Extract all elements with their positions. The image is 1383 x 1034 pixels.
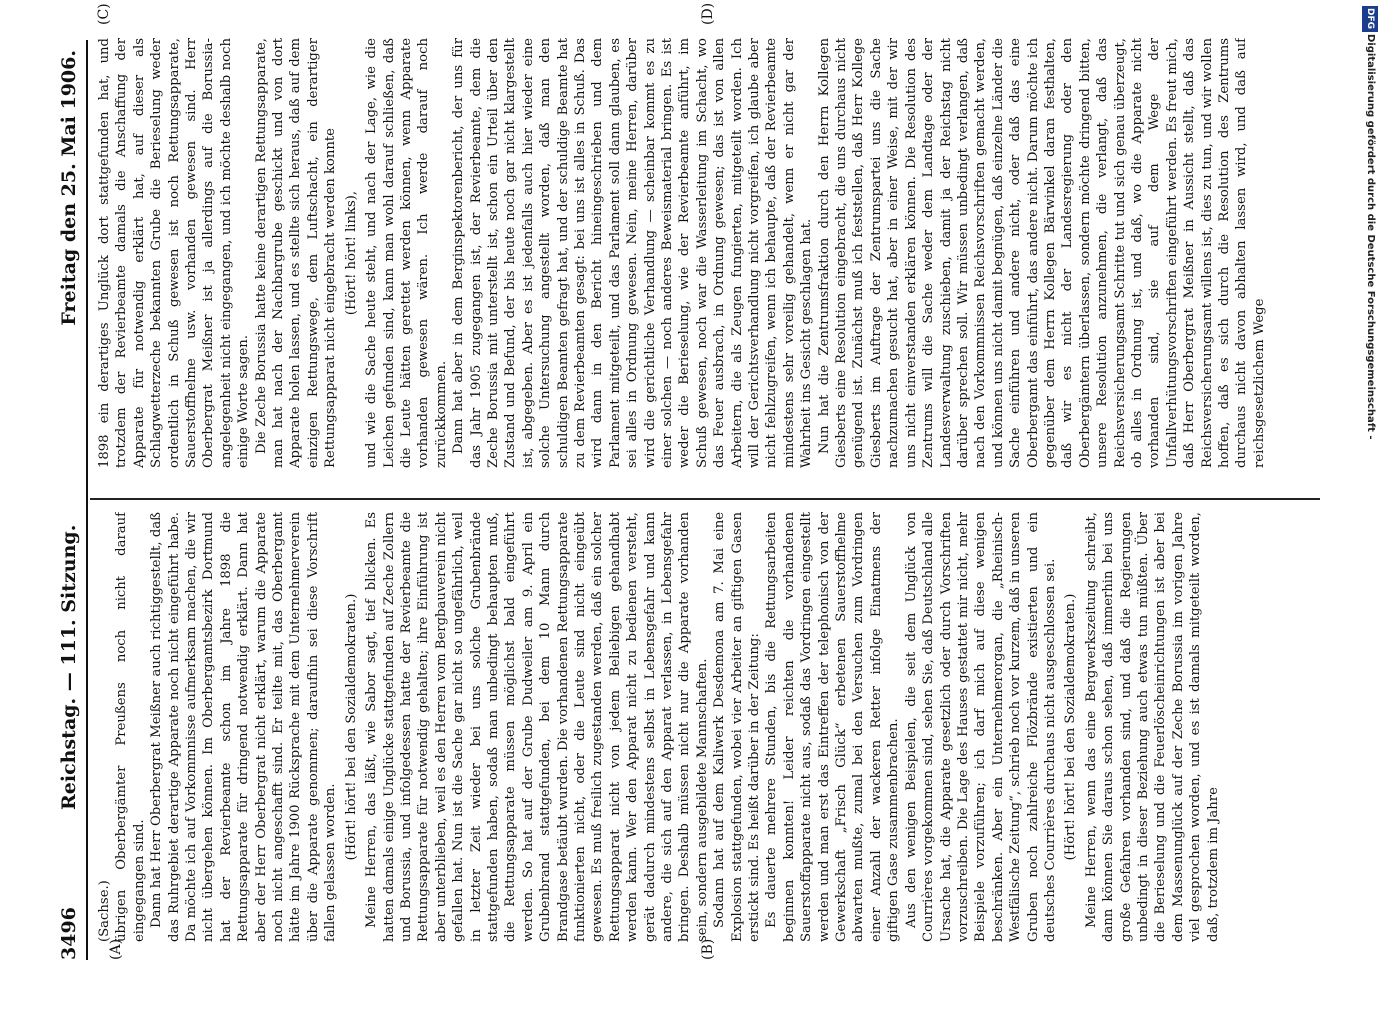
- interjection: (Hört! hört! links),: [343, 190, 359, 316]
- interjection: (Hört! hört! bei den Sozialdemokraten.): [343, 593, 359, 861]
- margin-marker-b: (B): [700, 938, 716, 960]
- session-date: Freitag den 25. Mai 1906.: [58, 50, 80, 326]
- margin-marker-c: (C): [96, 3, 112, 25]
- left-column: [96, 512, 1321, 942]
- paragraph: Die Zeche Borussia hatte keine derartigen Rettungsapparate, man hat nach der Nachbargrube geschickt und von dort Apparate holen lassen, und es stellte sich heraus, daß auf dem einzigen Rettungswege, dem Luftschacht, ein derartiger Rettungsapparat nicht eingebracht werden konnte: [253, 38, 339, 468]
- page-header: [56, 40, 88, 960]
- paragraph: Meine Herren, das läßt, wie Sabor sagt, tief blicken. Es hatten damals einige Unglücke stattgefunden auf Zeche Zollern und Borussia, und infolgedessen hatte der Revierbeamte die Rettungsapparate für notwendig gehalten; ihre Einführung ist aber unterblieben, weil es den Herren vom Bergbauverein nicht gefallen hat. Nun ist die Sache gar nicht so ungefährlich, weil in letzter Zeit wieder bei uns solche Grubenbrände stattgefunden haben, sodaß man unbedingt behaupten muß, die Rettungsapparate müssen möglichst bald eingeführt werden. So hat auf der Grube Dudweiler am 9. April ein Grubenbrand stattgefunden, bei dem 10 Mann durch Brandgase betäubt wurden. Die vorhandenen Rettungsapparate funktionierten nicht, oder die Leute sind nicht eingeübt gewesen. Es muß freilich zugestanden werden, daß ein solcher Rettungsapparat nicht von jedem Beliebigen gehandhabt werden kann. Wer den Apparat nicht zu bedienen versteht, gerät dadurch mindestens selbst in Lebensgefahr und kann andere, die sich auf den Apparat verlassen, in Lebensgefahr bringen. Deshalb müssen nicht nur die Apparate vorhanden sein, sondern ausgebildete Mannschaften.: [364, 512, 710, 942]
- paragraph: Dann hat aber in dem Berginspektorenbericht, der uns für das Jahr 1905 zugegangen ist, der Revierbeamte, dem die Zeche Borussia mit unterstellt ist, schon ein Urteil über den Zustand und Befund, der bis heute noch gar nicht klargestellt ist, abgegeben. Aber es ist jedenfalls auch hier wieder eine solche Untersuchung angestellt worden, daß man den schuldigen Beamten gefragt hat, und der schuldige Beamte hat zu dem Revierbeamten gesagt: bei uns ist alles in Schuß. Das wird dann in den Bericht hineingeschrieben und dem Parlament mitgeteilt, und das Parlament soll dann glauben, es sei alles in Ordnung gewesen. Nein, meine Herren, darüber wird die gerichtliche Verhandlung — scheinbar kommt es zu einer solchen — noch anderes Beweismaterial bringen. Es ist weder die Berieselung, wie der Revierbeamte anführt, im Schuß gewesen, noch war die Wasserleitung im Schacht, wo das Feuer ausbrach, in Ordnung gewesen; das ist von allen Arbeitern, die als Zeugen fungierten, mitgeteilt worden. Ich will der Gerichtsverhandlung nicht vorgreifen, ich glaube aber nicht fehlzugreifen, wenn ich behaupte, daß der Revierbeamte mindestens sehr voreilig gehandelt, wenn er nicht gar der Wahrheit ins Gesicht geschlagen hat.: [451, 38, 815, 468]
- paragraph: übrigen Oberbergämter Preußens noch nicht darauf eingegangen sind.: [114, 512, 147, 942]
- paragraph: Meine Herren, wenn das eine Bergwerkszeitung schreibt, dann können Sie daraus schon sehen, daß immerhin bei uns große Gefahren vorhanden sind, und daß die Regierungen unbedingt in dieser Beziehung auch etwas tun müßten. Über die Berieselung und die Feuerlöscheinrichtungen ist aber bei dem Massenunglück auf der Zeche Borussia im vorigen Jahre viel gesprochen worden, und es ist damals mitgeteilt worden, daß, trotzdem im Jahre: [1083, 512, 1221, 942]
- interjection: (Hört! hört! bei den Sozialdemokraten.): [1063, 593, 1079, 861]
- paragraph: Dann hat Herr Oberbergrat Meißner auch richtiggestellt, daß das Ruhrgebiet derartige Apparate noch nicht eingeführt habe. Da möchte ich auf Vorkommnisse aufmerksam machen, die wir nicht übergehen können. Im Oberbergamtsbezirk Dortmund hat der Revierbeamte schon im Jahre 1898 die Rettungsapparate für dringend notwendig erklärt. Dann hat aber der Herr Oberbergrat nicht erklärt, warum die Apparate noch nicht angeschafft sind. Er teilte mit, das Oberbergamt hätte im Jahre 1900 Rücksprache mit dem Unternehmerverein über die Apparate genommen; daraufhin sei diese Vorschrift fallen gelassen worden.: [149, 512, 339, 942]
- credit-strip: [1355, 0, 1383, 1000]
- column-divider: [90, 498, 1320, 500]
- paragraph: (Sachse.): [97, 880, 112, 942]
- paragraph: 1898 ein derartiges Unglück dort stattgefunden hat, und trotzdem der Revierbeamte damals die Anschaffung der Apparate für notwendig erklärt hat, auf dieser als Schlagwetterzeche bekannten Grube die Berieselung weder ordentlich in Schuß gewesen ist noch Rettungsapparate, Sauerstoffhelme usw. vorhanden gewesen sind. Herr Oberbergrat Meißner ist ja allerdings auf die Borussia-angelegenheit nicht eingegangen, und ich möchte deshalb noch einige Worte sagen.: [97, 38, 252, 468]
- margin-marker-d: (D): [700, 2, 716, 25]
- paragraph: Aus den wenigen Beispielen, die seit dem Unglück von Courrières vorgekommen sind, sehen Sie, daß Deutschland alle Ursache hat, die Apparate gesetzlich oder durch Vorschriften vorzuschreiben. Die Lage des Hauses gestattet mir nicht, mehr Beispiele vorzuführen; ich darf mich auf diese wenigen beschränken. Aber ein Unternehmerorgan, die „Rheinisch-Westfälische Zeitung“, schrieb noch vor kurzem, daß in unseren Gruben noch zahlreiche Flözbrände existierten und ein deutsches Courrières durchaus nicht ausgeschlossen sei.: [903, 512, 1058, 942]
- page-number: 3496: [58, 907, 80, 960]
- paragraph: Sodann hat auf dem Kaliwerk Desdemona am 7. Mai eine Explosion stattgefunden, wobei vier Arbeiter an giftigen Gasen erstickt sind. Es heißt darüber in der Zeitung:: [712, 512, 763, 942]
- right-column: [96, 38, 1321, 468]
- paragraph: Es dauerte mehrere Stunden, bis die Rettungsarbeiten beginnen konnten! Leider reichten die vorhandenen Sauerstoffapparate nicht aus, sodaß das Vordringen eingestellt werden und man erst das Eintreffen der telephonisch von der Gewerkschaft „Frisch Glück“ erbetenen Sauerstoffhelme abwarten mußte, zumal bei den Versuchen zum Vordringen einer Anzahl der wackeren Retter infolge Einatmens der giftigen Gase zusammenbrachen.: [764, 512, 902, 942]
- credit-text: Digitalisierung gefördert durch die Deutsche Forschungsgemeinschaft -: [1365, 34, 1376, 440]
- paragraph: Nun hat die Zentrumsfraktion durch den Herrn Kollegen Giesberts eine Resolution eingebracht, die uns durchaus nicht genügend ist. Zunächst muß ich feststellen, daß Herr Kollege Giesberts im Auftrage der Zentrumspartei uns die Sache nachzumachen gesucht hat, aber in einer Weise, mit der wir uns nicht einverstanden erklären können. Die Resolution des Zentrums will die Sache weder dem Landtage oder der Landesverwaltung zuschieben, damit ja der Reichstag nicht darüber sprechen soll. Wir müssen unbedingt verlangen, daß nach den Vorkommnissen Reichsvorschriften gemacht werden, und können uns nicht damit begnügen, daß einzelne Länder die Sache einführen und andere nicht, oder daß das eine Oberbergamt das einführt, das andere nicht. Darum möchte ich gegenüber dem Herrn Kollegen Bärwinkel daran festhalten, daß wir es nicht der Landesregierung oder den Oberbergämtern überlassen, sondern möchte dringend bitten, unsere Resolution anzunehmen, die verlangt, daß das Reichsversicherungsamt Schritte tut und sich genau überzeugt, ob alles in Ordnung ist, und daß, wo die Apparate nicht vorhanden sind, sie auf dem Wege der Unfallverhütungsvorschriften eingeführt werden. Es freut mich, daß Herr Oberbergrat Meißner in Aussicht stellt, daß das Reichsversicherungsamt willens ist, dies zu tun, und wir wollen hoffen, daß es sich durch die Resolution des Zentrums durchaus nicht davon abhalten lassen wird, und daß auf reichsgesetzlichem Wege: [816, 38, 1267, 468]
- session-title: Reichstag. — 111. Sitzung.: [58, 524, 80, 810]
- dfg-logo: DFG: [1362, 6, 1378, 32]
- paragraph: und wie die Sache heute steht, und nach der Lage, wie die Leichen gefunden sind, kann man wohl darauf schließen, daß die Leute hätten gerettet werden können, wenn Apparate vorhanden gewesen wären. Ich werde darauf noch zurückkommen.: [364, 38, 449, 468]
- margin-marker-a: (A): [108, 938, 124, 960]
